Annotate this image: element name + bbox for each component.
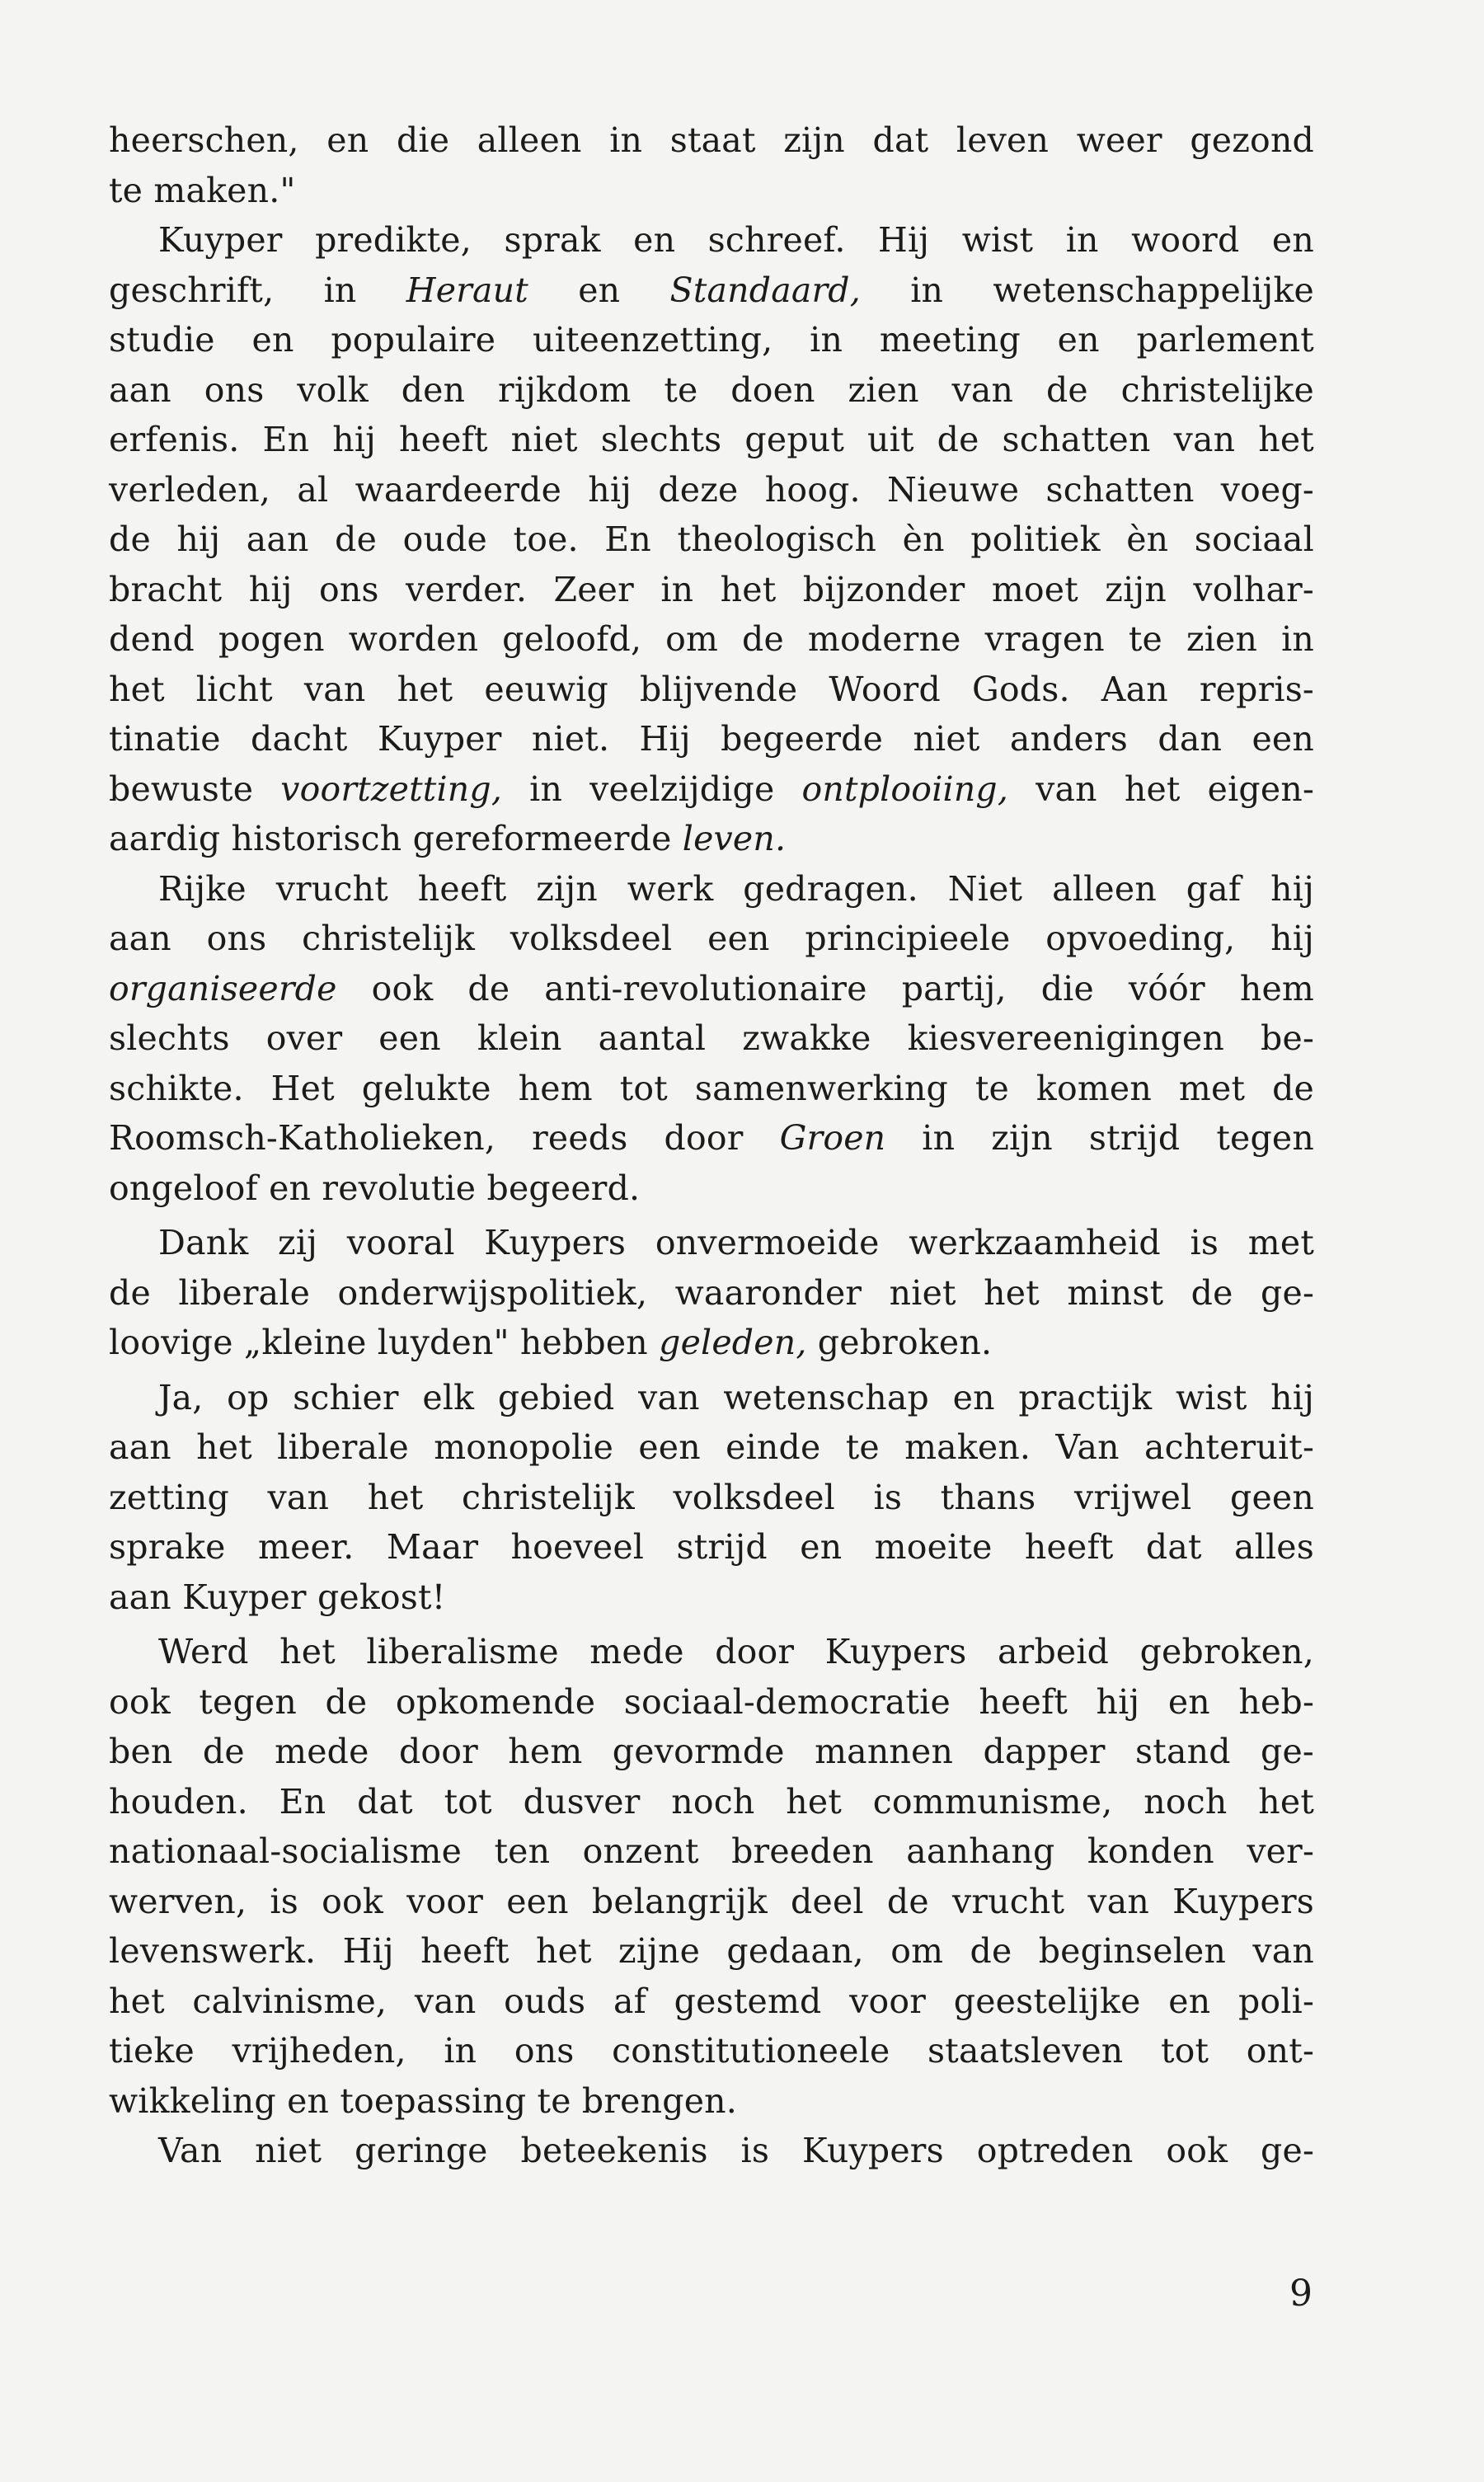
text-run: levenswerk. Hij heeft het zijne gedaan, om de beginselen van [109,1931,1314,1971]
text-run: aan het liberale monopolie een einde te maken. Van achteruit- [109,1427,1314,1467]
text-line [109,714,1314,764]
text-run: aan ons volk den rijkdom te doen zien van de christelijke [109,369,1314,410]
text-line [109,814,1314,864]
text-line [109,614,1314,665]
text-run: schikte. Het gelukte hem tot samenwerking te komen met de [109,1068,1314,1108]
text-line [109,1422,1314,1473]
text-line [109,1373,1314,1423]
text-run: geschrift, in [109,270,406,310]
text-run: en [528,270,670,310]
text-run: zetting van het christelijk volksdeel is thans vrijwel geen [109,1477,1314,1517]
text-run: verleden, al waardeerde hij deze hoog. Nieuwe schatten voeg- [109,469,1314,510]
text-run: Kuyper predikte, sprak en schreef. Hij wist in woord en [158,220,1314,260]
text-run: heerschen, en die alleen in staat zijn dat leven weer gezond [109,120,1314,160]
italic-text: leven. [682,819,787,858]
text-line [109,914,1314,964]
text-line [109,1268,1314,1319]
text-run: dend pogen worden geloofd, om de moderne vragen te zien in [109,619,1314,659]
text-run: Dank zij vooral Kuypers onvermoeide werkzaamheid is met [158,1223,1314,1262]
text-line [109,864,1314,914]
text-line [109,1163,1314,1214]
text-line [109,2076,1314,2127]
text-run: loovige „kleine luyden" hebben [109,1323,660,1362]
text-run: de hij aan de oude toe. En theologisch èn politiek èn sociaal [109,519,1314,559]
text-run: te maken." [109,170,296,210]
text-line [109,2026,1314,2076]
text-run: het licht van het eeuwig blijvende Woord Gods. Aan repris- [109,669,1314,709]
text-run: tieke vrijheden, in ons constitutioneele staatsleven tot ont- [109,2031,1314,2071]
text-line [109,465,1314,515]
text-run: werven, is ook voor een belangrijk deel de vrucht van Kuypers [109,1881,1314,1921]
text-line [109,964,1314,1014]
text-line [109,1727,1314,1777]
text-run: slechts over een klein aantal zwakke kiesvereenigingen be- [109,1018,1314,1058]
text-run: Roomsch-Katholieken, reeds door [109,1118,780,1158]
text-line [109,565,1314,615]
page-number: 9 [1289,2273,1313,2315]
text-line [109,1318,1314,1368]
text-line [109,1522,1314,1572]
text-run: het calvinisme, van ouds af gestemd voor geestelijke en poli- [109,1981,1314,2021]
text-line [109,1627,1314,1677]
text-run: ook tegen de opkomende sociaal-democratie heeft hij en heb- [109,1681,1314,1722]
text-run: aardig historisch gereformeerde [109,819,683,858]
text-run: bewuste [109,769,281,809]
text-run: ook de anti-revolutionaire partij, die vóór hem [336,968,1314,1008]
text-line [109,1113,1314,1163]
text-line [109,1977,1314,2027]
text-run: de liberale onderwijspolitiek, waaronder niet het minst de ge- [109,1272,1314,1313]
text-line [109,515,1314,565]
text-run: erfenis. En hij heeft niet slechts geput uit de schatten van het [109,420,1314,459]
text-line [109,1064,1314,1114]
text-run: in veelzijdige [502,769,802,809]
italic-text: voortzetting, [280,769,503,809]
text-run: aan ons christelijk volksdeel een principieele opvoeding, hij [109,919,1314,958]
italic-text: Groen [779,1118,886,1158]
text-line [109,166,1314,216]
text-run: aan Kuyper gekost! [109,1577,446,1617]
text-line [109,1777,1314,1827]
text-line [109,1877,1314,1927]
text-run: Werd het liberalisme mede door Kuypers arbeid gebroken, [158,1632,1314,1671]
text-line [109,2126,1314,2176]
text-run: Ja, op schier elk gebied van wetenschap en practijk wist hij [158,1377,1314,1417]
text-line [109,1013,1314,1064]
italic-text: organiseerde [109,968,337,1008]
text-run: Rijke vrucht heeft zijn werk gedragen. Niet alleen gaf hij [158,868,1314,909]
text-line [109,115,1314,166]
text-run: houden. En dat tot dusver noch het communisme, noch het [109,1781,1314,1822]
body-text [109,115,1314,2176]
text-line [109,315,1314,365]
text-line [109,1926,1314,1977]
text-line [109,665,1314,715]
text-line [109,1826,1314,1877]
text-run: ongeloof en revolutie begeerd. [109,1168,641,1208]
text-run: bracht hij ons verder. Zeer in het bijzonder moet zijn volhar- [109,569,1314,609]
text-line [109,365,1314,416]
text-run: gebroken. [806,1323,993,1362]
text-line [109,415,1314,465]
text-run: sprake meer. Maar hoeveel strijd en moeite heeft dat alles [109,1527,1314,1567]
text-run: tinatie dacht Kuyper niet. Hij begeerde niet anders dan een [109,719,1314,759]
text-line [109,1218,1314,1268]
text-line [109,1473,1314,1523]
text-line [109,1572,1314,1623]
italic-text: geleden, [659,1323,807,1362]
text-run: wikkeling en toepassing te brengen. [109,2080,737,2121]
text-run: ben de mede door hem gevormde mannen dapper stand ge- [109,1732,1314,1771]
text-run: Van niet geringe beteekenis is Kuypers optreden ook ge- [158,2131,1314,2170]
text-line [109,215,1314,266]
text-run: nationaal-socialisme ten onzent breeden aanhang konden ver- [109,1831,1314,1871]
text-run: in zijn strijd tegen [885,1118,1314,1158]
text-run: van het eigen- [1008,769,1314,809]
italic-text: ontplooiing, [801,769,1009,809]
italic-text: Heraut [406,270,528,310]
italic-text: Standaard, [669,270,861,310]
text-run: studie en populaire uiteenzetting, in meeting en parlement [109,320,1314,360]
text-line [109,266,1314,316]
text-line [109,1677,1314,1728]
text-run: in wetenschappelijke [860,270,1314,310]
text-line [109,764,1314,815]
